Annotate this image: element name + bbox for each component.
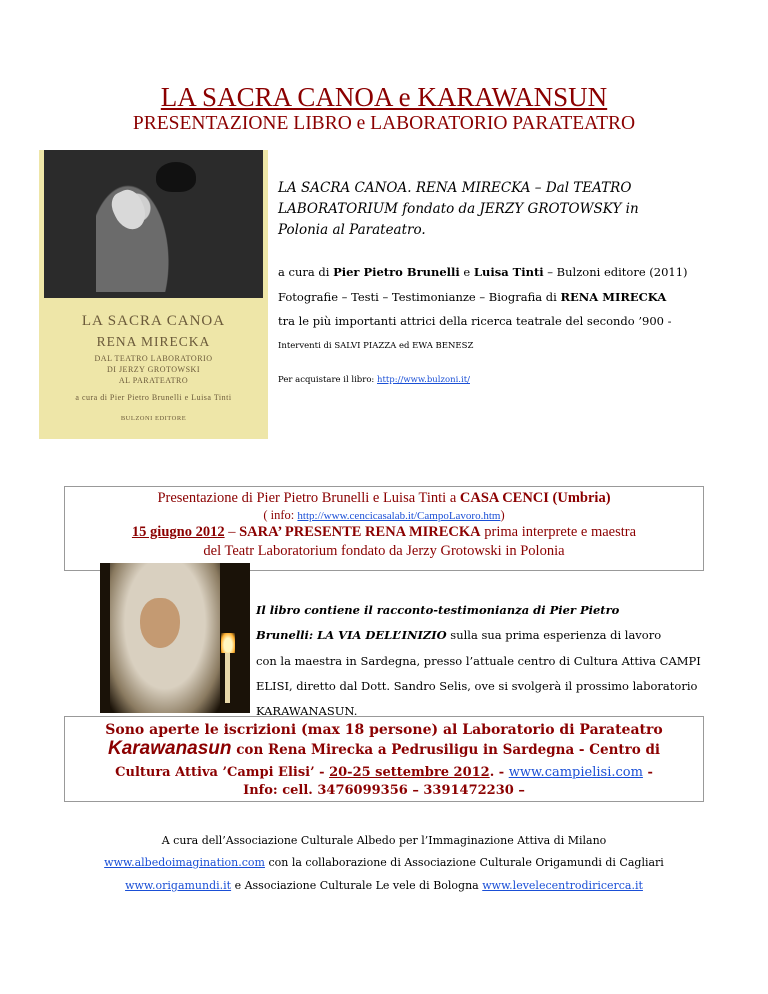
credit-author-2: Luisa Tinti	[473, 265, 544, 279]
book-title-line-1: LA SACRA CANOA. RENA MIRECKA – Dal TEATRO	[278, 180, 632, 196]
photo-face	[140, 598, 180, 648]
cover-photo	[44, 150, 263, 298]
presentation-prefix: Presentazione di Pier Pietro Brunelli e Luisa Tinti a	[157, 490, 460, 506]
cover-publisher: BULZONI EDITORE	[120, 415, 187, 422]
registration-line-1: Sono aperte le iscrizioni (max 18 persone) al Laboratorio di Parateatro	[105, 722, 663, 738]
registration-line-2-rest: con Rena Mirecka a Pedrusiligu in Sardegna - Centro di	[231, 742, 661, 758]
registration-contact: Info: cell. 3476099356 – 3391472230 –	[243, 783, 525, 798]
story-line-4: ELISI, diretto dal Dott. Sandro Selis, ove si svolgerà il prossimo laboratorio	[256, 679, 698, 693]
albedo-link[interactable]: www.albedoimagination.com	[104, 856, 265, 869]
info-prefix: ( info:	[263, 508, 298, 522]
cover-title: LA SACRA CANOA	[81, 313, 226, 329]
book-title	[278, 178, 698, 241]
page-title: LA SACRA CANOA e KARAWANSUN	[160, 82, 608, 112]
book-contents	[278, 290, 666, 304]
footer-line-2	[0, 856, 768, 869]
presentation-line-4: del Teatr Laboratorium fondato da Jerzy Grotowski in Polonia	[203, 543, 565, 559]
info-suffix: )	[500, 508, 505, 522]
candle-icon	[225, 653, 230, 703]
lab-name: Karawanasun	[107, 738, 232, 759]
footer-line-1: A cura dell’Associazione Culturale Albedo per l’Immaginazione Attiva di Milano	[161, 834, 607, 847]
presentation-venue: CASA CENCI (Umbria)	[459, 490, 611, 506]
book-title-line-2: LABORATORIUM fondato da JERZY GROTOWSKY in	[278, 201, 639, 217]
cover-hair	[156, 162, 196, 192]
story-line-5: KARAWANASUN.	[256, 704, 358, 718]
rena-mirecka-photo	[100, 563, 250, 713]
cover-line-1: DAL TEATRO LABORATORIO	[94, 354, 213, 363]
book-actress-line: tra le più importanti attrici della ricerca teatrale del secondo ’900 -	[278, 314, 672, 328]
cover-editors: a cura di Pier Pietro Brunelli e Luisa Tinti	[75, 393, 232, 402]
campielisi-link[interactable]: www.campielisi.com	[508, 765, 643, 780]
presentation-line-1	[64, 490, 704, 507]
cover-line-3: AL PARATEATRO	[118, 376, 189, 385]
levele-link[interactable]: www.levelecentrodiricerca.it	[482, 879, 643, 892]
contents-name: RENA MIRECKA	[560, 290, 667, 304]
credit-prefix: a cura di	[278, 265, 334, 279]
contents-prefix: Fotografie – Testi – Testimonianze – Biografia di	[278, 290, 561, 304]
page-subtitle: PRESENTAZIONE LIBRO e LABORATORIO PARATEATRO	[132, 113, 636, 134]
story-title: Brunelli: LA VIA DELL’INIZIO	[256, 628, 447, 642]
story-line-2-rest: sulla sua prima esperienza di lavoro	[446, 628, 662, 642]
presentation-line-2	[64, 508, 704, 523]
book-interventi: Interventi di SALVI PIAZZA ed EWA BENESZ	[278, 341, 474, 351]
credit-author-1: Pier Pietro Brunelli	[333, 265, 460, 279]
cover-line-2: DI JERZY GROTOWSKI	[107, 365, 200, 374]
footer-line-3-mid: e Associazione Culturale Le vele di Bologna	[231, 879, 483, 892]
registration-trail: -	[642, 765, 653, 780]
presentation-role: prima interprete e maestra	[480, 524, 637, 540]
credit-publisher: – Bulzoni editore (2011)	[543, 265, 688, 279]
registration-date: 20-25 settembre 2012	[329, 765, 490, 780]
registration-sep: . -	[489, 765, 509, 780]
bulzoni-link[interactable]: http://www.bulzoni.it/	[377, 375, 470, 385]
cover-author: RENA MIRECKA	[96, 334, 211, 349]
footer-line-3	[0, 879, 768, 892]
story-line-3: con la maestra in Sardegna, presso l’attuale centro di Cultura Attiva CAMPI	[256, 654, 701, 668]
story-line-1: Il libro contiene il racconto-testimonianza di Pier Pietro	[256, 603, 620, 617]
cencicasalab-link[interactable]: http://www.cencicasalab.it/CampoLavoro.htm	[297, 510, 501, 522]
origamundi-link[interactable]: www.origamundi.it	[125, 879, 232, 892]
presentation-line-3	[64, 524, 704, 541]
presentation-guest: SARA’ PRESENTE RENA MIRECKA	[239, 524, 481, 540]
presentation-date: 15 giugno 2012	[131, 524, 225, 540]
candle-flame-icon	[221, 633, 235, 653]
book-cover-image	[39, 150, 268, 439]
presentation-dash: –	[224, 524, 240, 540]
registration-line-3	[64, 765, 704, 780]
credit-and: e	[459, 265, 474, 279]
book-credit	[278, 265, 688, 279]
buy-prefix: Per acquistare il libro:	[278, 375, 377, 385]
book-buy	[278, 375, 470, 385]
registration-line-2	[64, 738, 704, 760]
book-title-line-3: Polonia al Parateatro.	[278, 222, 426, 238]
footer-line-2-rest: con la collaborazione di Associazione Culturale Origamundi di Cagliari	[264, 856, 664, 869]
story-line-2	[256, 628, 661, 642]
registration-center: Cultura Attiva ’Campi Elisi’ -	[115, 765, 330, 780]
